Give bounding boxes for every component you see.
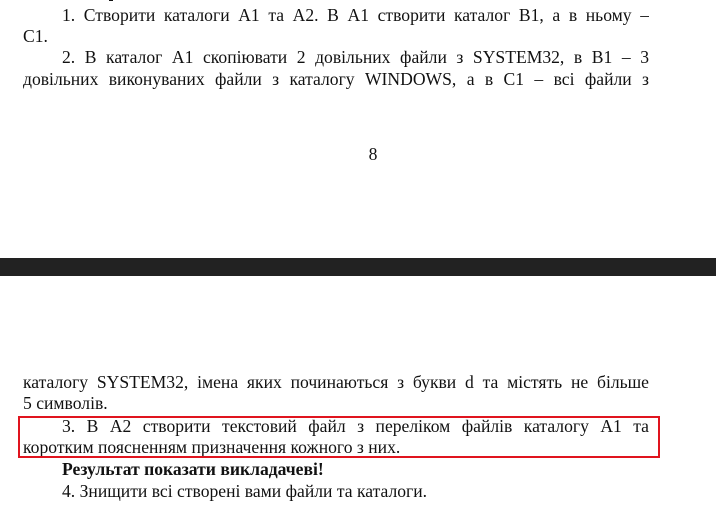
cut-off-glyph	[109, 0, 113, 1]
item-3-line-1: 3. В А2 створити текстовий файл з переліком файлів каталогу А1 та	[62, 416, 649, 436]
item-3-line-2: коротким поясненням призначення кожного з них.	[23, 437, 401, 457]
document-page-bottom	[0, 276, 716, 524]
item-2-line-2: довільних виконуваних файли з каталогу WINDOWS, а в С1 – всі файли з	[23, 69, 649, 89]
page-number: 8	[368, 144, 378, 164]
item-1-line-1: 1. Створити каталоги А1 та А2. В А1 створити каталог В1, а в ньому –	[62, 5, 649, 25]
document-page-top	[0, 0, 716, 258]
result-note: Результат показати викладачеві!	[62, 459, 324, 479]
item-2-line-4: 5 символів.	[23, 393, 108, 413]
page-break-gap	[0, 258, 716, 276]
item-2-line-1: 2. В каталог А1 скопіювати 2 довільних файли з SYSTEM32, в В1 – 3	[62, 47, 649, 67]
item-4-line-1: 4. Знищити всі створені вами файли та каталоги.	[62, 481, 428, 501]
item-1-line-2: С1.	[23, 26, 48, 46]
item-2-line-3: каталогу SYSTEM32, імена яких починаються з букви d та містять не більше	[23, 372, 649, 392]
